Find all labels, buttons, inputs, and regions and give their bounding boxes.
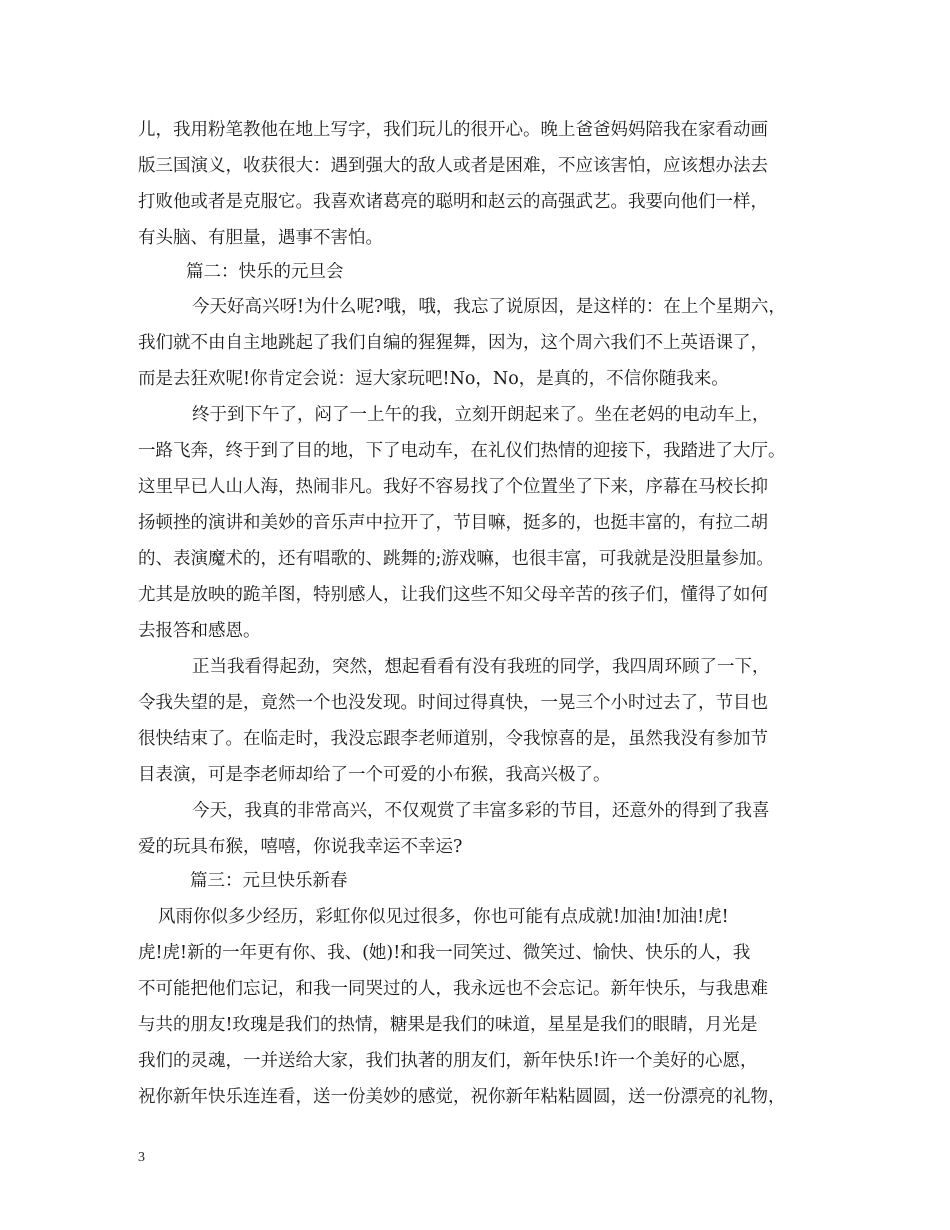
paragraph-first-line: 今天，我真的非常高兴，不仅观赏了丰富多彩的节目，还意外的得到了我喜 — [192, 801, 770, 821]
paragraph-first-line: 终于到下午了，闷了一上午的我，立刻开朗起来了。坐在老妈的电动车上， — [192, 405, 770, 425]
text-line: 儿，我用粉笔教他在地上写字，我们玩儿的很开心。晚上爸爸妈妈陪我在家看动画 — [138, 120, 768, 140]
text-line: 扬顿挫的演讲和美妙的音乐声中拉开了，节目嘛，挺多的，也挺丰富的，有拉二胡 — [138, 513, 768, 533]
section-heading: 篇三：元旦快乐新春 — [190, 871, 348, 891]
text-line: 而是去狂欢呢!你肯定会说：逗大家玩吧!No，No，是真的，不信你随我来。 — [138, 369, 729, 389]
text-line: 令我失望的是，竟然一个也没发现。时间过得真快，一晃三个小时过去了，节目也 — [138, 693, 768, 713]
text-line: 版三国演义，收获很大：遇到强大的敌人或者是困难，不应该害怕，应该想办法去 — [138, 156, 768, 176]
text-line: 这里早已人山人海，热闹非凡。我好不容易找了个位置坐了下来，序幕在马校长抑 — [138, 477, 768, 497]
text-line: 去报答和感恩。 — [138, 621, 261, 641]
text-line: 我们就不由自主地跳起了我们自编的猩猩舞，因为，这个周六我们不上英语课了， — [138, 333, 768, 353]
text-line: 打败他或者是克服它。我喜欢诸葛亮的聪明和赵云的高强武艺。我要向他们一样， — [138, 192, 768, 212]
text-line: 虎!虎!新的一年更有你、我、(她)!和我一同笑过、微笑过、愉快、快乐的人，我 — [138, 943, 751, 963]
text-line: 尤其是放映的跪羊图，特别感人，让我们这些不知父母辛苦的孩子们，懂得了如何 — [138, 585, 768, 605]
paragraph-first-line: 风雨你似多少经历，彩虹你似见过很多，你也可能有点成就!加油!加油!虎! — [158, 907, 729, 927]
paragraph-first-line: 今天好高兴呀!为什么呢?哦，哦，我忘了说原因，是这样的：在上个星期六， — [192, 297, 786, 317]
text-line: 很快结束了。在临走时，我没忘跟李老师道别，令我惊喜的是，虽然我没有参加节 — [138, 729, 768, 749]
text-line: 目表演，可是李老师却给了一个可爱的小布猴，我高兴极了。 — [138, 765, 611, 785]
text-line: 我们的灵魂，一并送给大家，我们执著的朋友们，新年快乐!许一个美好的心愿， — [138, 1051, 758, 1071]
text-line: 一路飞奔，终于到了目的地，下了电动车，在礼仪们热情的迎接下，我踏进了大厅。 — [138, 441, 786, 461]
text-line: 的、表演魔术的，还有唱歌的、跳舞的;游戏嘛，也很丰富，可我就是没胆量参加。 — [138, 549, 774, 569]
text-line: 爱的玩具布猴，嘻嘻，你说我幸运不幸运? — [138, 837, 463, 857]
paragraph-first-line: 正当我看得起劲，突然，想起看看有没有我班的同学，我四周环顾了一下， — [192, 657, 770, 677]
text-line: 与共的朋友!玫瑰是我们的热情，糖果是我们的味道，星星是我们的眼睛，月光是 — [138, 1015, 758, 1035]
text-line: 有头脑、有胆量，遇事不害怕。 — [138, 228, 383, 248]
text-line: 不可能把他们忘记，和我一同哭过的人，我永远也不会忘记。新年快乐，与我患难 — [138, 979, 768, 999]
page-number: 3 — [138, 1150, 145, 1165]
text-line: 祝你新年快乐连连看，送一份美妙的感觉，祝你新年粘粘圆圆，送一份漂亮的礼物， — [138, 1087, 786, 1107]
section-heading: 篇二：快乐的元旦会 — [186, 262, 344, 282]
